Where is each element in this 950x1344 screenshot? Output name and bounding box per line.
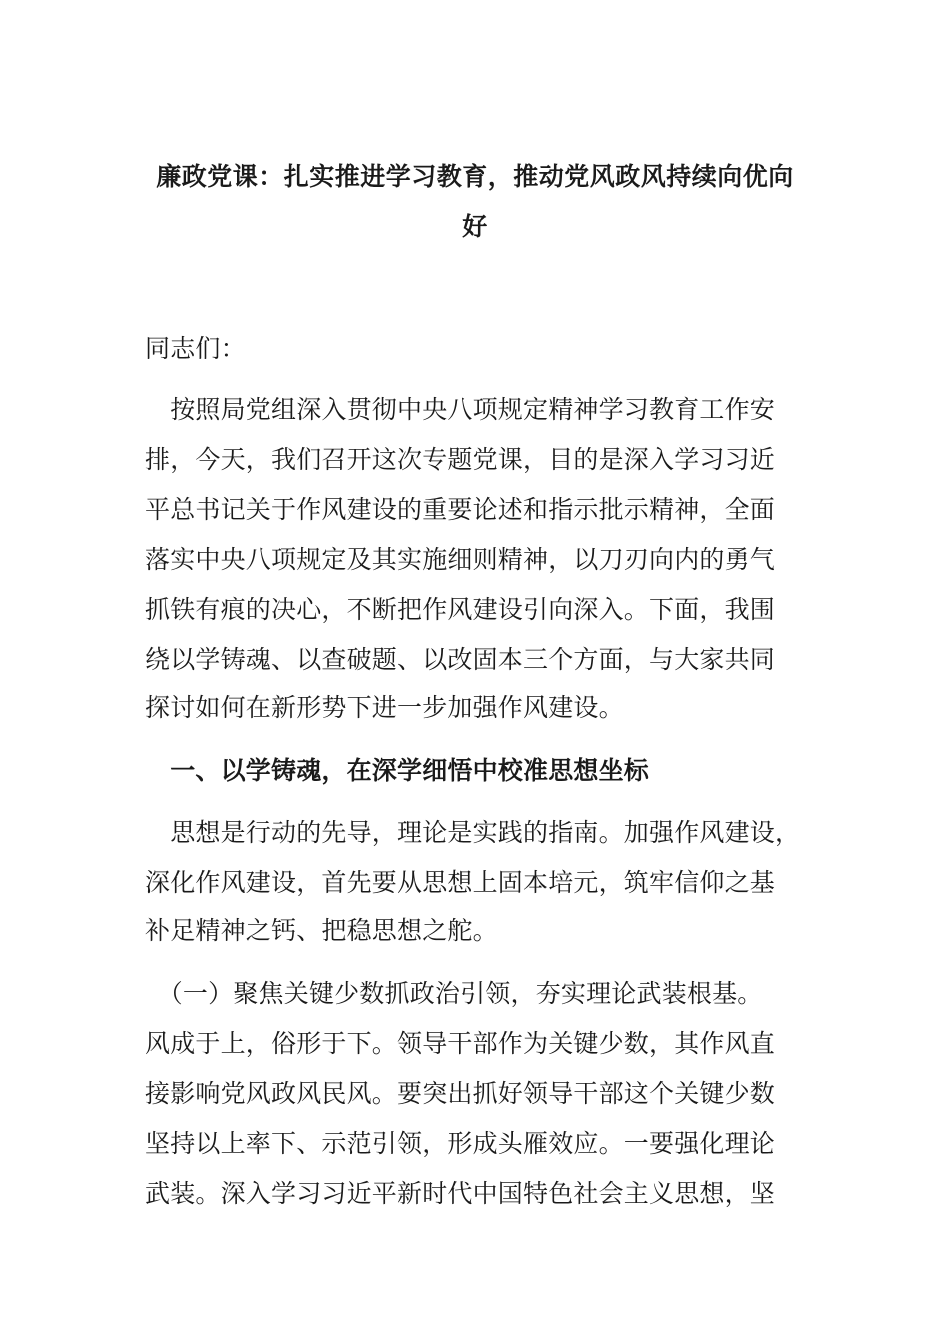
paragraph3-line-5: 武装。深入学习习近平新时代中国特色社会主义思想，坚 xyxy=(145,1179,776,1208)
paragraph3-line-1: （一）聚焦关键少数抓政治引领，夯实理论武装根基。 xyxy=(145,979,763,1008)
paragraph1-line-7: 探讨如何在新形势下进一步加强作风建设。 xyxy=(145,693,624,722)
document-title xyxy=(140,152,810,252)
title-line-1: 廉政党课：扎实推进学习教育，推动党风政风持续向优向 xyxy=(156,162,794,191)
paragraph1-line-2: 排，今天，我们召开这次专题党课，目的是深入学习习近 xyxy=(145,445,776,474)
title-line-2: 好 xyxy=(462,212,488,241)
paragraph1-line-3: 平总书记关于作风建设的重要论述和指示批示精神，全面 xyxy=(145,495,776,524)
paragraph1-line-4: 落实中央八项规定及其实施细则精神，以刀刃向内的勇气 xyxy=(145,545,776,574)
paragraph1-line-1: 按照局党组深入贯彻中央八项规定精神学习教育工作安 xyxy=(145,395,776,424)
paragraph2-line-2: 深化作风建设，首先要从思想上固本培元，筑牢信仰之基 xyxy=(145,868,776,897)
section-heading-1: 一、以学铸魂，在深学细悟中校准思想坐标 xyxy=(145,756,650,785)
paragraph3-line-3: 接影响党风政风民风。要突出抓好领导干部这个关键少数 xyxy=(145,1079,776,1108)
paragraph3-line-2: 风成于上，俗形于下。领导干部作为关键少数，其作风直 xyxy=(145,1029,776,1058)
paragraph2-line-3: 补足精神之钙、把稳思想之舵。 xyxy=(145,916,498,945)
paragraph2-line-1: 思想是行动的先导，理论是实践的指南。加强作风建设， xyxy=(145,818,801,847)
paragraph3-line-4: 坚持以上率下、示范引领，形成头雁效应。一要强化理论 xyxy=(145,1129,776,1158)
salutation: 同志们： xyxy=(145,334,246,363)
paragraph1-line-6: 绕以学铸魂、以查破题、以改固本三个方面，与大家共同 xyxy=(145,645,776,674)
paragraph1-line-5: 抓铁有痕的决心，不断把作风建设引向深入。下面，我围 xyxy=(145,595,776,624)
